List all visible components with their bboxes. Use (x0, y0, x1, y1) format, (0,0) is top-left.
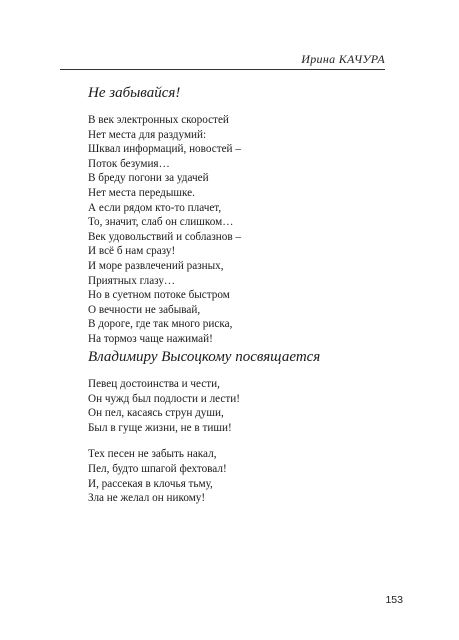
poem-line: Но в суетном потоке быстром (88, 289, 230, 302)
poem-line: В бреду погони за удачей (88, 172, 209, 185)
poem-line: Он пел, касаясь струн души, (88, 407, 224, 420)
poem-line: Поток безумия… (88, 157, 170, 170)
poem-title: Владимиру Высоцкому посвящается (88, 349, 321, 365)
poem-line: Пел, будто шпагой фехтовал! (88, 462, 227, 475)
poem-line: В дороге, где так много риска, (88, 318, 233, 331)
poem-line: То, значит, слаб он слишком… (88, 216, 234, 229)
poem-line: Он чужд был подлости и лести! (88, 392, 240, 405)
poem-line: А если рядом кто-то плачет, (88, 201, 222, 214)
stanza (88, 447, 320, 505)
running-head: Ирина КАЧУРА (301, 52, 385, 66)
poem-line: О вечности не забывай, (88, 303, 201, 316)
header-rule (60, 69, 385, 70)
poem-line: Век удовольствий и соблазнов – (88, 230, 242, 243)
page-number: 153 (385, 594, 403, 606)
poem-line: Шквал информаций, новостей – (88, 143, 241, 156)
poem-line: Певец достоинства и чести, (88, 378, 220, 390)
poem (88, 84, 241, 359)
poem-line: Был в гуще жизни, не в тиши! (88, 421, 232, 434)
poem-line: На тормоз чаще нажимай! (88, 332, 213, 345)
poem-line: В век электронных скоростей (88, 114, 229, 126)
poem-line: Тех песен не забыть накал, (88, 448, 217, 461)
poem-line: Приятных глазу… (88, 274, 176, 287)
poem-line: Нет места передышке. (88, 186, 195, 199)
poem-line: И море развлечений разных, (88, 259, 224, 272)
poem-line: И всё б нам сразу! (88, 245, 176, 258)
poem (88, 348, 320, 518)
stanza (88, 377, 320, 435)
poem-title: Не забывайся! (88, 85, 181, 101)
poem-line: Зла не желал он никому! (88, 492, 206, 505)
stanza (88, 113, 241, 347)
poem-line: Нет места для раздумий: (88, 128, 207, 141)
poem-line: И, рассекая в клочья тьму, (88, 477, 213, 490)
